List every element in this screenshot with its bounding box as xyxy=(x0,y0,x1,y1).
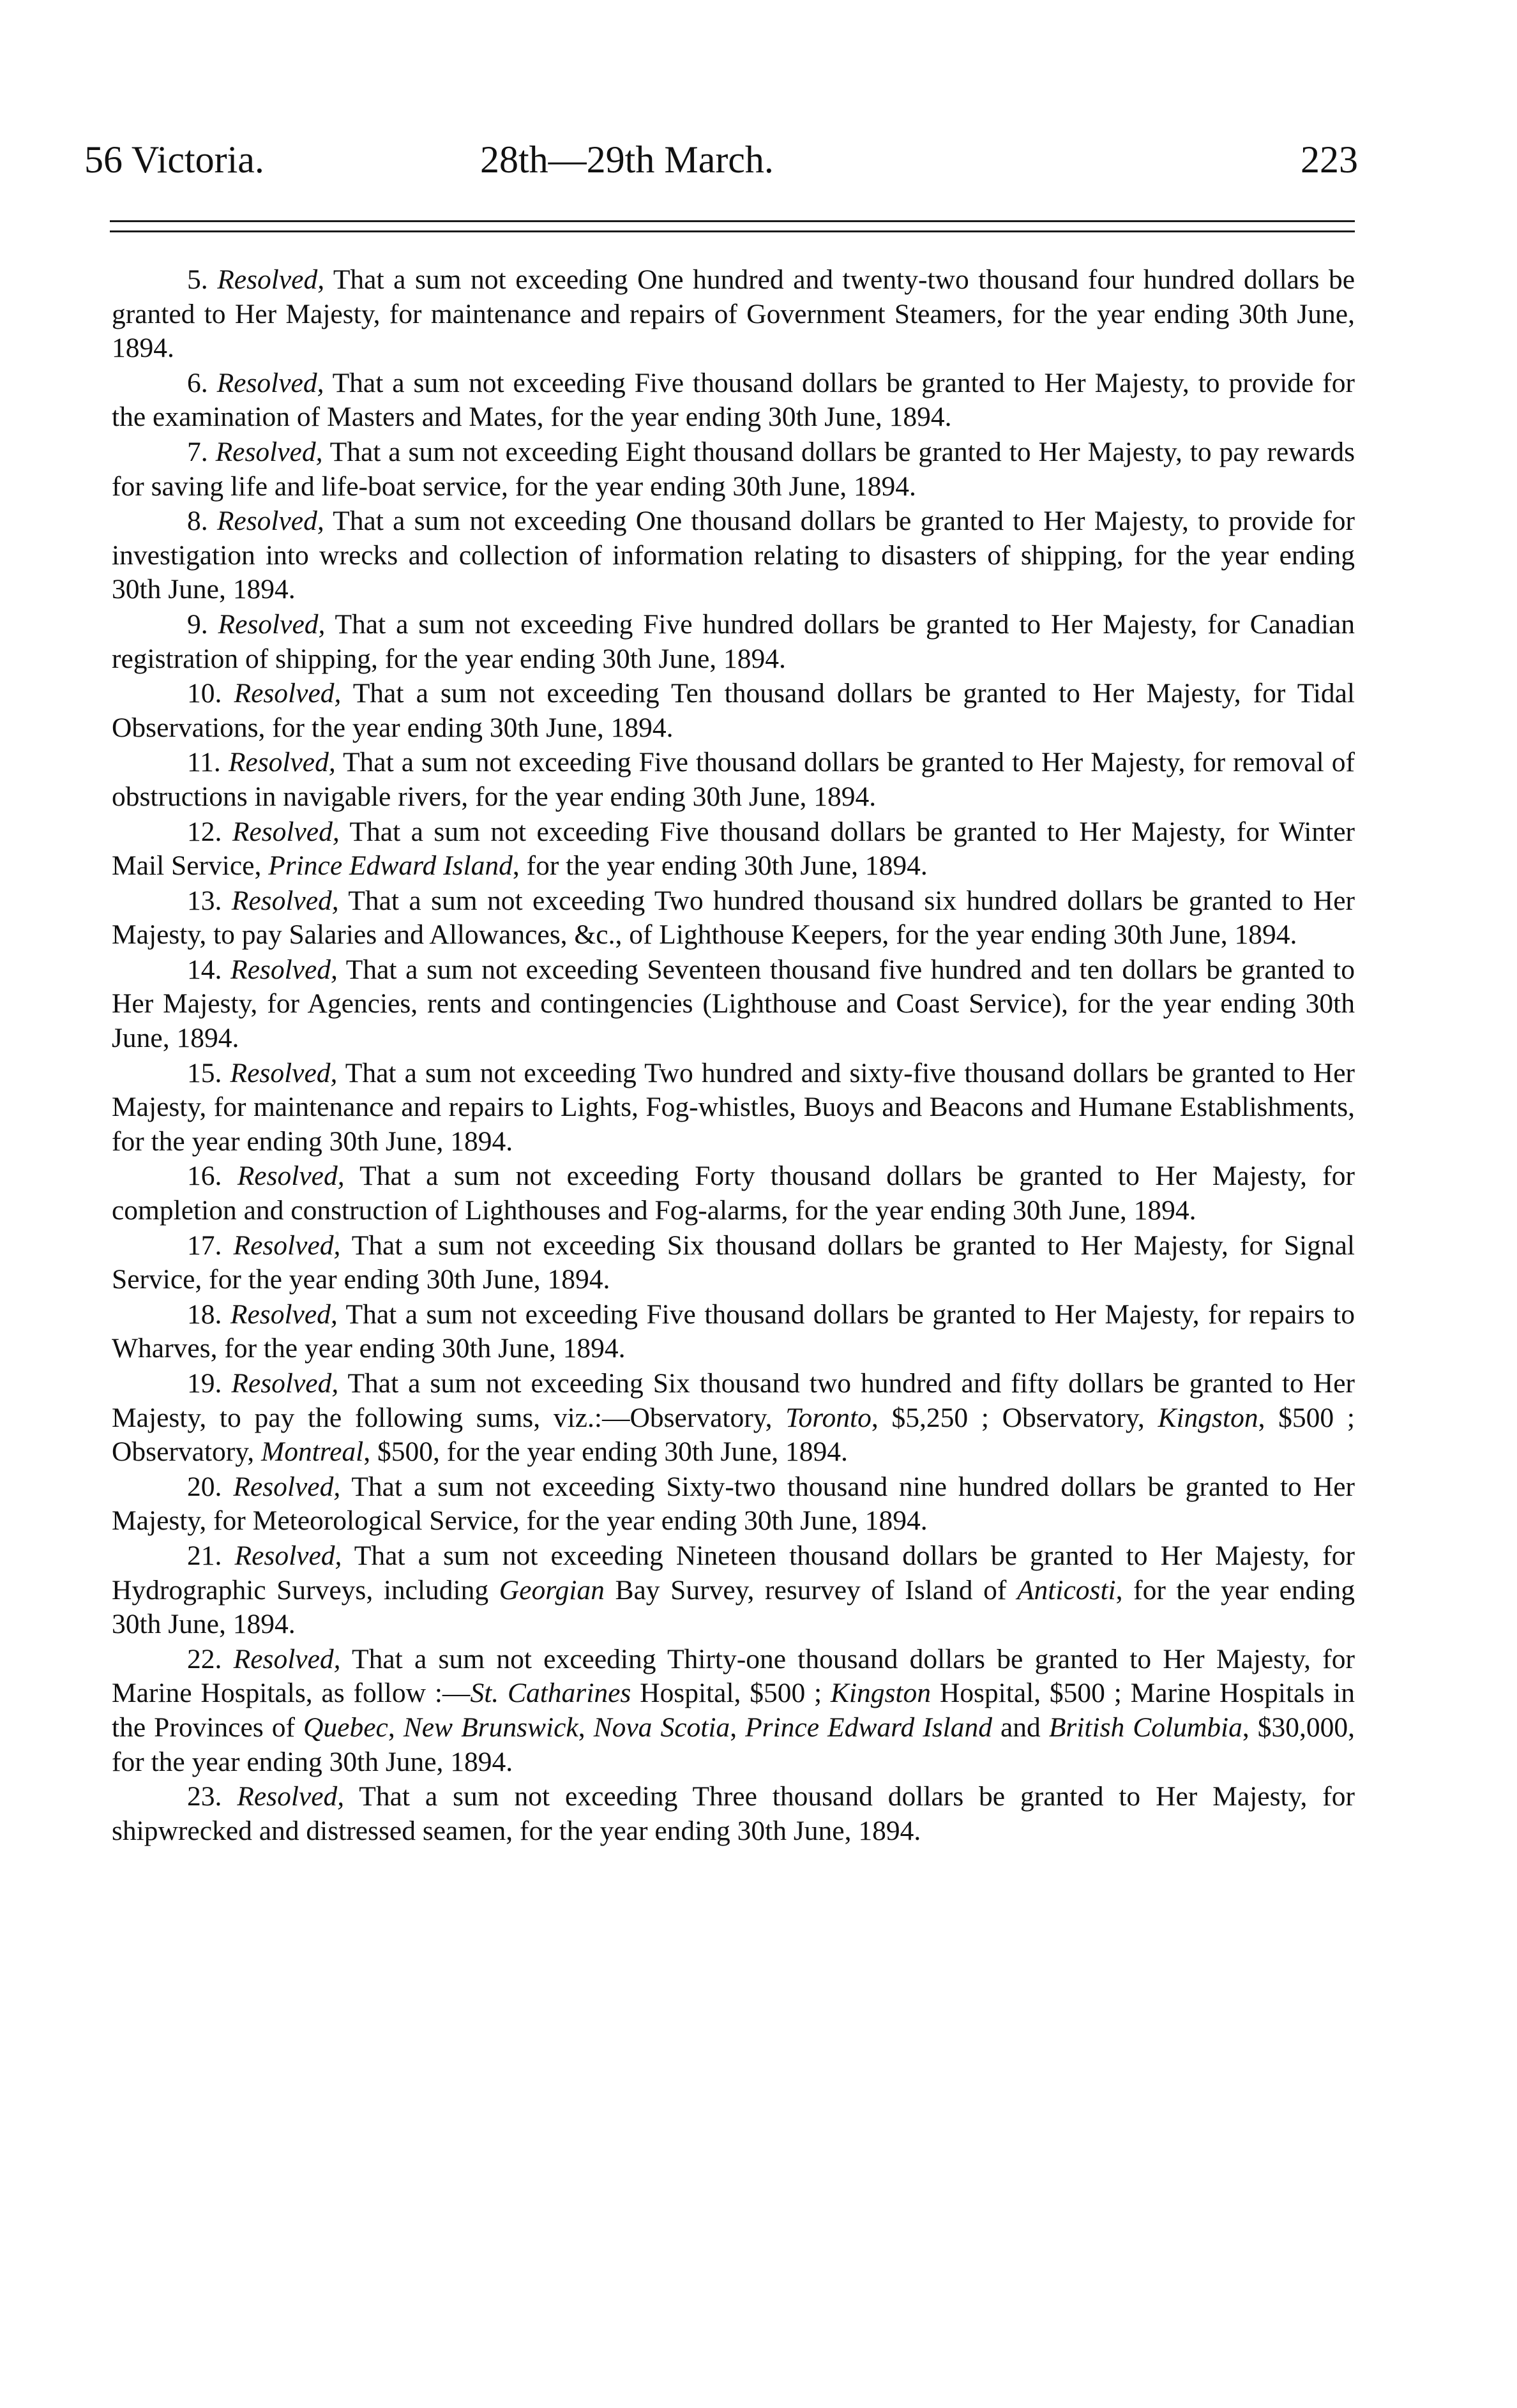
italic-place-name: Nova Scotia xyxy=(593,1712,730,1743)
italic-place-name: Kingston xyxy=(830,1678,932,1709)
resolution-text: , for the year ending 30th June, 1894. xyxy=(512,850,928,882)
resolution-number: 17. xyxy=(187,1230,222,1261)
resolution-text: That a sum not exceeding Ten thousand dollars be granted to Her Majesty, for Tidal Observations, for the year ending 30th June, 1894. xyxy=(112,678,1355,743)
resolution-text: That a sum not exceeding One hundred and twenty-two thousand four hundred dollars be granted to Her Majesty, for maintenance and repairs of Government Steamers, for the year ending 30th June, 1894. xyxy=(112,264,1355,364)
resolution-number: 12. xyxy=(187,816,222,847)
resolution-paragraph xyxy=(112,608,1355,676)
resolution-text: , xyxy=(388,1712,404,1743)
resolved-word: Resolved, xyxy=(216,367,324,398)
resolution-paragraph xyxy=(112,1780,1355,1848)
resolution-number: 16. xyxy=(187,1161,222,1192)
resolution-number: 15. xyxy=(187,1057,222,1088)
resolution-text: That a sum not exceeding Five hundred dollars be granted to Her Majesty, for Canadian registration of shipping, for the year ending 30th June, 1894. xyxy=(112,608,1355,674)
resolution-text: , xyxy=(730,1712,746,1743)
resolved-word: Resolved, xyxy=(230,954,338,985)
resolution-text: Hospital, $500 ; Marine Hospitals in the Provinces of xyxy=(112,1678,1355,1743)
resolution-text: That a sum not exceeding Two hundred thousand six hundred dollars be granted to Her Majesty, to pay Salaries and Allowances, &c., of Lighthouse Keepers, for the year ending 30th June, 1894. xyxy=(112,885,1355,951)
resolution-paragraph xyxy=(112,1470,1355,1539)
header-rule-top xyxy=(110,220,1355,222)
volume-label: 56 Victoria. xyxy=(84,139,264,181)
resolved-word: Resolved, xyxy=(233,1643,341,1674)
resolved-word: Resolved, xyxy=(237,1781,345,1812)
resolution-text: , xyxy=(578,1712,594,1743)
italic-place-name: Kingston xyxy=(1158,1402,1258,1433)
resolution-number: 5. xyxy=(187,264,208,295)
resolution-text: That a sum not exceeding Sixty-two thousand nine hundred dollars be granted to Her Majesty, for Meteorological Service, for the year ending 30th June, 1894. xyxy=(112,1471,1355,1537)
resolution-text: , $500 ; Observatory, xyxy=(112,1402,1355,1468)
resolution-text: That a sum not exceeding Seventeen thousand five hundred and ten dollars be granted to Her Majesty, for Agencies, rents and contingencies (Lighthouse and Coast Service), for the year ending 30th June, 1894. xyxy=(112,954,1355,1054)
resolution-number: 21. xyxy=(187,1540,222,1571)
resolved-word: Resolved, xyxy=(228,747,336,778)
resolved-word: Resolved, xyxy=(237,1161,345,1192)
resolved-word: Resolved, xyxy=(234,1540,342,1571)
resolution-text: , $500, for the year ending 30th June, 1894. xyxy=(363,1436,848,1468)
resolution-paragraph xyxy=(112,263,1355,366)
resolution-number: 20. xyxy=(187,1471,222,1502)
resolved-word: Resolved, xyxy=(218,608,326,640)
italic-place-name: St. Catharines xyxy=(470,1678,631,1709)
resolved-word: Resolved, xyxy=(231,885,339,916)
italic-place-name: Toronto xyxy=(785,1402,872,1433)
resolution-text: That a sum not exceeding One thousand dollars be granted to Her Majesty, to provide for investigation into wrecks and collection of information relating to disasters of shipping, for the year ending 30th June, 1894. xyxy=(112,506,1355,605)
resolution-text: That a sum not exceeding Three thousand dollars be granted to Her Majesty, for shipwrecked and distressed seamen, for the year ending 30th June, 1894. xyxy=(112,1781,1355,1846)
resolution-text: That a sum not exceeding Five thousand dollars be granted to Her Majesty, for repairs to Wharves, for the year ending 30th June, 1894. xyxy=(112,1298,1355,1364)
resolution-paragraph xyxy=(112,366,1355,435)
page-number: 223 xyxy=(1301,139,1358,181)
resolution-number: 11. xyxy=(187,747,221,778)
resolution-text: , for the year ending 30th June, 1894. xyxy=(112,1574,1355,1640)
italic-place-name: British Columbia xyxy=(1048,1712,1242,1743)
resolved-word: Resolved, xyxy=(230,1298,338,1330)
resolution-text: That a sum not exceeding Two hundred and sixty-five thousand dollars be granted to Her Majesty, for maintenance and repairs to Lights, Fog-whistles, Buoys and Beacons and Humane Establishments, for the year ending 30th June, 1894. xyxy=(112,1057,1355,1157)
resolved-word: Resolved, xyxy=(234,678,342,709)
resolution-text: That a sum not exceeding Forty thousand dollars be granted to Her Majesty, for completion and construction of Lighthouses and Fog-alarms, for the year ending 30th June, 1894. xyxy=(112,1161,1355,1226)
resolution-number: 7. xyxy=(187,436,208,467)
resolved-word: Resolved, xyxy=(230,1057,338,1088)
resolutions-body xyxy=(112,263,1355,1849)
resolution-text: Bay Survey, resurvey of Island of xyxy=(604,1574,1017,1606)
italic-place-name: Quebec xyxy=(303,1712,388,1743)
resolution-number: 13. xyxy=(187,885,222,916)
resolution-text: Hospital, $500 ; xyxy=(631,1678,831,1709)
resolution-number: 8. xyxy=(187,506,208,537)
resolved-word: Resolved, xyxy=(231,1368,339,1399)
resolution-text: , $5,250 ; Observatory, xyxy=(871,1402,1158,1433)
resolved-word: Resolved, xyxy=(233,1230,341,1261)
italic-place-name: Prince Edward Island xyxy=(745,1712,992,1743)
resolution-text: That a sum not exceeding Eight thousand dollars be granted to Her Majesty, to pay rewards for saving life and life-boat service, for the year ending 30th June, 1894. xyxy=(112,436,1355,502)
italic-place-name: New Brunswick xyxy=(403,1712,578,1743)
italic-place-name: Anticosti xyxy=(1016,1574,1116,1606)
italic-place-name: Georgian xyxy=(499,1574,605,1606)
resolution-number: 9. xyxy=(187,608,208,640)
resolution-paragraph xyxy=(112,1539,1355,1642)
resolution-number: 6. xyxy=(187,367,208,398)
resolution-paragraph xyxy=(112,1057,1355,1159)
resolved-word: Resolved, xyxy=(216,506,324,537)
resolution-paragraph xyxy=(112,1229,1355,1297)
resolution-text: That a sum not exceeding Thirty-one thousand dollars be granted to Her Majesty, for Marine Hospitals, as follow :— xyxy=(112,1643,1355,1709)
resolved-word: Resolved, xyxy=(232,816,340,847)
header-rule-bottom xyxy=(110,230,1355,232)
resolved-word: Resolved, xyxy=(215,436,323,467)
resolution-number: 14. xyxy=(187,954,222,985)
resolution-paragraph xyxy=(112,953,1355,1056)
resolution-paragraph xyxy=(112,746,1355,814)
resolution-paragraph xyxy=(112,815,1355,884)
resolution-number: 22. xyxy=(187,1643,222,1674)
resolution-paragraph xyxy=(112,435,1355,504)
running-head xyxy=(84,131,1358,188)
resolution-text: That a sum not exceeding Five thousand dollars be granted to Her Majesty, for Winter Mail Service, xyxy=(112,816,1355,882)
resolution-paragraph xyxy=(112,1643,1355,1779)
resolution-paragraph xyxy=(112,1298,1355,1366)
resolution-number: 18. xyxy=(187,1298,222,1330)
resolution-paragraph xyxy=(112,1367,1355,1470)
italic-place-name: Prince Edward Island xyxy=(268,850,513,882)
resolution-text: , $30,000, for the year ending 30th June, 1894. xyxy=(112,1712,1355,1777)
resolution-paragraph xyxy=(112,504,1355,607)
resolution-text: That a sum not exceeding Nineteen thousand dollars be granted to Her Majesty, for Hydrographic Surveys, including xyxy=(112,1540,1355,1606)
resolution-paragraph xyxy=(112,677,1355,745)
italic-place-name: Montreal xyxy=(260,1436,364,1468)
resolution-paragraph xyxy=(112,884,1355,952)
resolved-word: Resolved, xyxy=(217,264,325,295)
resolved-word: Resolved, xyxy=(233,1471,341,1502)
resolution-number: 23. xyxy=(187,1781,222,1812)
resolution-text: and xyxy=(992,1712,1049,1743)
date-heading: 28th—29th March. xyxy=(480,139,774,181)
resolution-text: That a sum not exceeding Six thousand dollars be granted to Her Majesty, for Signal Service, for the year ending 30th June, 1894. xyxy=(112,1230,1355,1295)
resolution-text: That a sum not exceeding Five thousand dollars be granted to Her Majesty, for removal of obstructions in navigable rivers, for the year ending 30th June, 1894. xyxy=(112,747,1355,812)
resolution-number: 10. xyxy=(187,678,222,709)
resolution-number: 19. xyxy=(187,1368,222,1399)
resolution-text: That a sum not exceeding Five thousand dollars be granted to Her Majesty, to provide for the examination of Masters and Mates, for the year ending 30th June, 1894. xyxy=(112,367,1355,433)
resolution-text: That a sum not exceeding Six thousand two hundred and fifty dollars be granted to Her Majesty, to pay the following sums, viz.:—Observatory, xyxy=(112,1368,1355,1433)
resolution-paragraph xyxy=(112,1159,1355,1228)
